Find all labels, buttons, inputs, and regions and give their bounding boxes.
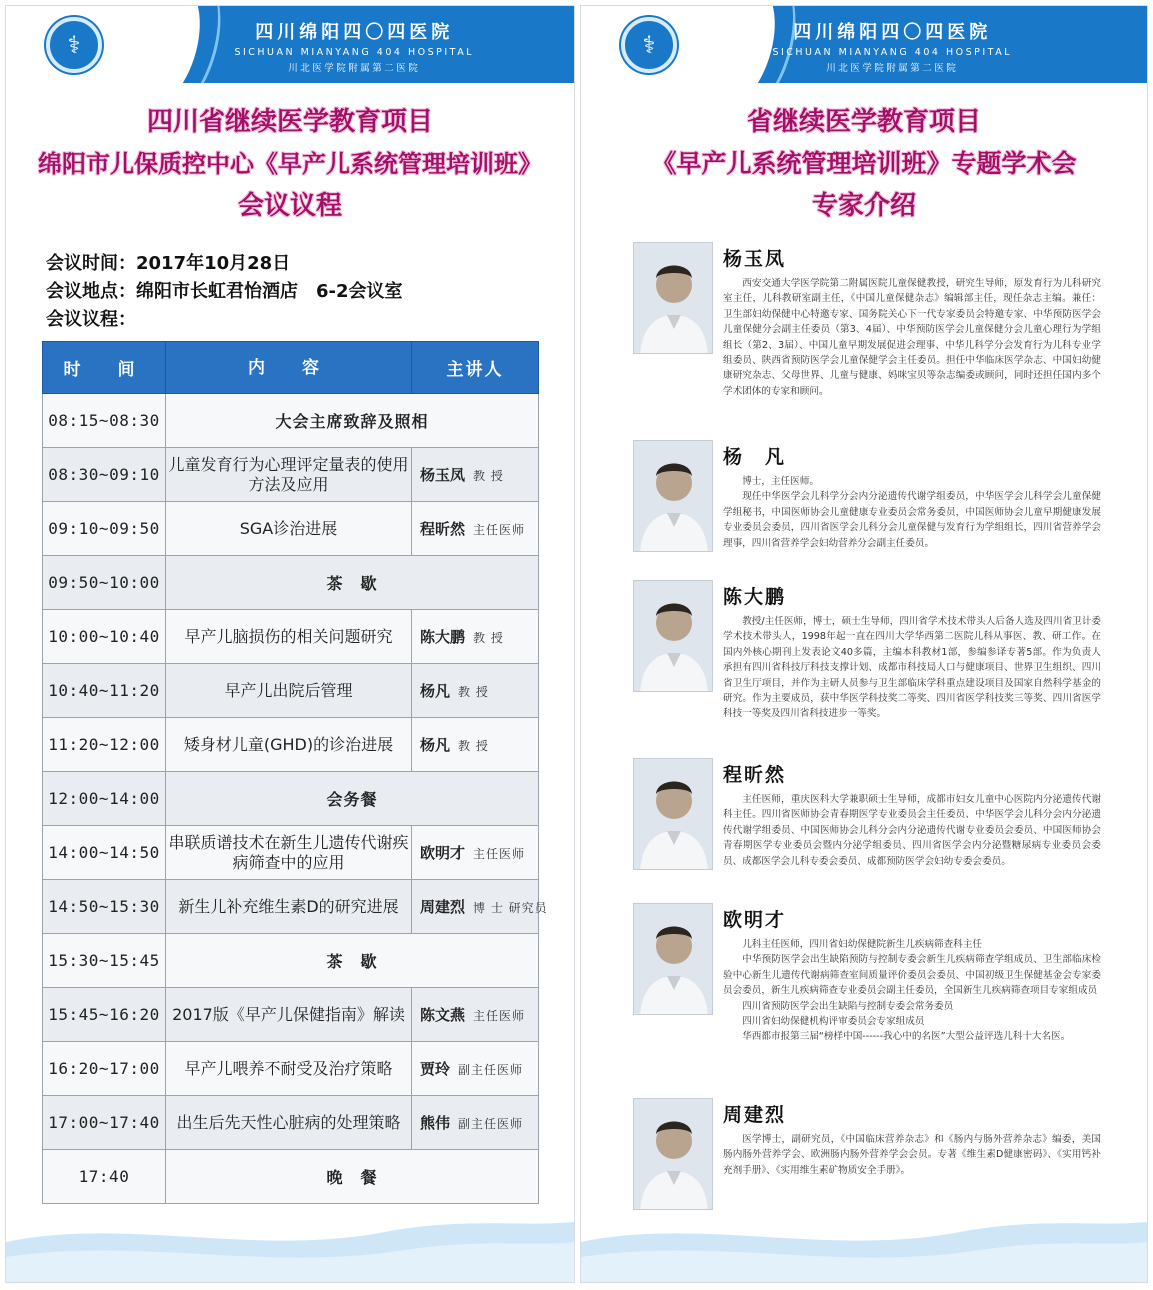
table-row: [43, 988, 539, 1042]
row-content: 早产儿出院后管理: [166, 664, 412, 718]
row-time: 14:50~15:30: [43, 880, 166, 934]
speaker-title: 博 士 研究员: [473, 901, 548, 915]
speaker-name: 程昕然: [420, 520, 466, 538]
expert-name: 周建烈: [723, 1104, 787, 1126]
table-row: [43, 826, 539, 880]
row-time: 15:30~15:45: [43, 934, 166, 988]
row-time: 14:00~14:50: [43, 826, 166, 880]
speaker-title: 教 授: [473, 631, 504, 645]
speaker-name: 周建烈: [420, 898, 466, 916]
bio-paragraph: 教授/主任医师，博士，硕士生导师，四川省学术技术带头人后备人选及四川省卫计委学术技术带头人，1998年起一直在四川大学华西第二医院儿科从事医、教、研工作。在国内外核心期刊上发表论文40多篇，主编本科教材1部，参编参译专著5部。作为负责人承担有四川省科技厅科技支撑计划、成都市科技局人口与健康项目、世界卫生组织、四川省卫生厅项目，并作为主研人员参与卫生部临床学科重点建设项目及国家自然科学基金的研究。作为主要成员，获中华医学科技奖二等奖、四川省医学科技奖三等奖、四川省医学科技一等奖及四川省科技进步一等奖。: [723, 616, 1101, 720]
table-header-row: [43, 342, 539, 394]
row-time: 15:45~16:20: [43, 988, 166, 1042]
row-break: 茶 歇: [166, 934, 539, 988]
table-row: [43, 718, 539, 772]
row-time: 11:20~12:00: [43, 718, 166, 772]
row-break: 大会主席致辞及照相: [166, 394, 539, 448]
hospital-name: [772, 18, 1012, 74]
table-row: [43, 1150, 539, 1204]
expert-photo: [633, 903, 713, 1015]
portrait-icon: [634, 759, 713, 870]
speaker-name: 杨凡: [420, 736, 451, 754]
hospital-banner: [6, 6, 574, 83]
row-speaker: [412, 988, 539, 1042]
row-speaker: [412, 502, 539, 556]
title-line: 《早产儿系统管理培训班》专题学术会: [651, 149, 1077, 178]
table-row: [43, 610, 539, 664]
row-time: 08:15~08:30: [43, 394, 166, 448]
row-time: 17:00~17:40: [43, 1096, 166, 1150]
row-break: 茶 歇: [166, 556, 539, 610]
title-line: 会议议程: [237, 191, 342, 221]
row-content: 矮身材儿童(GHD)的诊治进展: [166, 718, 412, 772]
decorative-wave: [581, 1212, 1147, 1282]
speaker-name: 陈文燕: [420, 1006, 466, 1024]
expert-bio: [723, 1132, 1101, 1178]
hospital-name: [234, 18, 474, 74]
row-break: 晚 餐: [166, 1150, 539, 1204]
meeting-time: 会议时间：2017年10月28日: [46, 253, 291, 274]
bio-paragraph: 中华预防医学会出生缺陷预防与控制专委会新生儿疾病筛查学组成员、卫生部临床检验中心新生儿遗传代谢病筛查室间质量评价委员会委员、中国初级卫生保健基金会专家委员会委员，新生儿疾病筛查专业委员会副主任委员，全国新生儿疾病筛查项目专家组成员: [723, 954, 1101, 997]
expert-photo: [633, 580, 713, 692]
bio-paragraph: 现任中华医学会儿科学分会内分泌遗传代谢学组委员，中华医学会儿科学会儿童保健学组秘书，中国医师协会儿童健康专业委员会常务委员，中国医师协会儿童早期健康发展专业委员会委员，四川省医学会儿科分会儿童保健与发育行为学组组长，四川省营养学会理事，四川省营养学会妇幼营养分会副主任委员。: [723, 491, 1101, 549]
speaker-name: 熊伟: [420, 1114, 451, 1132]
expert-bio: [723, 614, 1101, 722]
expert-bio: [723, 276, 1101, 399]
speaker-name: 贾玲: [420, 1060, 451, 1078]
caduceus-logo-icon: ⚕: [621, 17, 677, 73]
row-speaker: [412, 664, 539, 718]
row-time: 10:40~11:20: [43, 664, 166, 718]
speaker-title: 教 授: [458, 739, 489, 753]
speaker-title: 副主任医师: [458, 1063, 524, 1077]
row-speaker: [412, 1096, 539, 1150]
table-row: [43, 664, 539, 718]
hospital-affiliation: 川北医学院附属第二医院: [826, 63, 959, 74]
title-line: 绵阳市儿保质控中心《早产儿系统管理培训班》: [38, 150, 542, 178]
bio-paragraph: 四川省预防医学会出生缺陷与控制专委会常务委员: [742, 1000, 954, 1012]
row-time: 12:00~14:00: [43, 772, 166, 826]
expert-name: 杨 凡: [723, 446, 787, 468]
speaker-name: 欧明才: [420, 844, 466, 862]
meeting-place: 会议地点：绵阳市长虹君怡酒店 6-2会议室: [46, 281, 403, 302]
hospital-name-cn: 四川绵阳四〇四医院: [255, 22, 454, 43]
caduceus-logo-icon: ⚕: [46, 17, 102, 73]
agenda-title: [6, 101, 574, 227]
row-speaker: [412, 880, 548, 934]
expert-bio: [723, 937, 1101, 1045]
expert-name: 杨玉凤: [723, 248, 787, 270]
header-speaker: 主讲人: [412, 342, 539, 394]
speaker-name: 杨玉凤: [420, 466, 466, 484]
table-row: [43, 1042, 539, 1096]
bio-paragraph: 四川省妇幼保健机构评审委员会专家组成员: [742, 1016, 925, 1028]
decorative-wave: [6, 1212, 574, 1282]
table-row: [43, 880, 539, 934]
speaker-name: 陈大鹏: [420, 628, 466, 646]
title-line: 四川省继续医学教育项目: [146, 107, 433, 137]
row-time: 09:50~10:00: [43, 556, 166, 610]
table-row: [43, 502, 539, 556]
row-speaker: [412, 826, 539, 880]
table-row: [43, 772, 539, 826]
speaker-title: 主任医师: [473, 847, 526, 861]
row-time: 09:10~09:50: [43, 502, 166, 556]
row-break: 会务餐: [166, 772, 539, 826]
row-content: 2017版《早产儿保健指南》解读: [166, 988, 412, 1042]
speaker-title: 教 授: [458, 685, 489, 699]
agenda-table: [42, 341, 548, 1204]
title-line: 省继续医学教育项目: [746, 107, 981, 137]
portrait-icon: [634, 1099, 713, 1210]
expert-name: 欧明才: [723, 909, 787, 931]
row-content: 早产儿喂养不耐受及治疗策略: [166, 1042, 412, 1096]
experts-poster: [580, 5, 1148, 1283]
hospital-name-cn: 四川绵阳四〇四医院: [793, 22, 992, 43]
row-content: SGA诊治进展: [166, 502, 412, 556]
table-row: [43, 1096, 539, 1150]
table-row: [43, 556, 539, 610]
table-row: [43, 934, 539, 988]
hospital-name-en: SICHUAN MIANYANG 404 HOSPITAL: [234, 47, 474, 58]
expert-photo: [633, 440, 713, 552]
portrait-icon: [634, 441, 713, 552]
portrait-icon: [634, 243, 713, 354]
expert-bio: [723, 792, 1101, 869]
expert-name: 程昕然: [723, 764, 787, 786]
hospital-banner: [581, 6, 1147, 83]
row-content: 儿童发育行为心理评定量表的使用方法及应用: [166, 448, 412, 502]
meeting-info: [46, 250, 403, 334]
table-row: [43, 394, 539, 448]
speaker-name: 杨凡: [420, 682, 451, 700]
expert-photo: [633, 1098, 713, 1210]
row-speaker: [412, 718, 539, 772]
portrait-icon: [634, 904, 713, 1015]
row-content: 串联质谱技术在新生儿遗传代谢疾病筛查中的应用: [166, 826, 412, 880]
row-speaker: [412, 448, 539, 502]
bio-paragraph: 西安交通大学医学院第二附属医院儿童保健教授，研究生导师，原发育行为儿科研究室主任，儿科教研室副主任，《中国儿童保健杂志》编辑部主任，现任杂志主编。兼任：卫生部妇幼保健中心特邀专家、国务院关心下一代专家委员会特邀专家、中华预防医学会儿童保健分会副主任委员（第3、4届）、中华预防医学会儿童保健分会儿童心理行为学组组长（第2、3届）、中国儿童早期发展促进会理事、中华儿科学分会发育行为儿科专业学组委员、陕西省预防医学会儿童保健学会主任委员。担任中华临床医学杂志、中国妇幼健康研究杂志、父母世界、儿童与健康、妈咪宝贝等杂志编委或顾问，同时还担任国内多个学术团体的专家和顾问。: [723, 278, 1101, 397]
header-time: 时 间: [43, 342, 166, 394]
title-line: 专家介绍: [811, 191, 916, 221]
row-content: 出生后先天性心脏病的处理策略: [166, 1096, 412, 1150]
speaker-title: 教 授: [473, 469, 504, 483]
bio-paragraph: 儿科主任医师，四川省妇幼保健院新生儿疾病筛查科主任: [742, 939, 983, 950]
speaker-title: 主任医师: [473, 1009, 526, 1023]
bio-paragraph: 华西都市报第三届“榜样中国------我心中的名医”大型公益评选儿科十大名医。: [742, 1031, 1071, 1043]
expert-photo: [633, 758, 713, 870]
bio-paragraph: 博士，主任医师。: [742, 476, 819, 487]
speaker-title: 副主任医师: [458, 1117, 524, 1131]
meeting-agenda-label: 会议议程：: [46, 309, 136, 330]
expert-bio: [723, 474, 1101, 551]
portrait-icon: [634, 581, 713, 692]
table-row: [43, 448, 539, 502]
row-time: 16:20~17:00: [43, 1042, 166, 1096]
row-speaker: [412, 1042, 539, 1096]
bio-paragraph: 医学博士，副研究员，《中国临床营养杂志》和《肠内与肠外营养杂志》编委，美国肠内肠外营养学会、欧洲肠内肠外营养学会会员。专著《维生素D健康密码》、《实用钙补充剂手册》、《实用维生素矿物质安全手册》。: [723, 1134, 1101, 1176]
experts-title: [581, 101, 1147, 227]
expert-photo: [633, 242, 713, 354]
bio-paragraph: 主任医师，重庆医科大学兼职硕士生导师，成都市妇女儿童中心医院内分泌遗传代谢科主任。四川省医师协会青春期医学专业委员会主任委员、中华医学会儿科分会内分泌遗传代谢学组委员、中国医师协会儿科分会内分泌遗传代谢专业委员会委员、中国医师协会青春期医学专业委员会暨内分泌学组委员、四川省医学会内分泌暨糖尿病专业委员会委员、成都医学会儿科专委会委员、成都预防医学会妇幼专委会委员。: [723, 794, 1101, 867]
row-content: 新生儿补充维生素D的研究进展: [166, 880, 412, 934]
hospital-name-en: SICHUAN MIANYANG 404 HOSPITAL: [772, 47, 1012, 58]
row-time: 17:40: [43, 1150, 166, 1204]
header-content: 内 容: [166, 342, 412, 394]
row-time: 08:30~09:10: [43, 448, 166, 502]
row-content: 早产儿脑损伤的相关问题研究: [166, 610, 412, 664]
expert-name: 陈大鹏: [723, 586, 787, 608]
row-time: 10:00~10:40: [43, 610, 166, 664]
row-speaker: [412, 610, 539, 664]
agenda-poster: [5, 5, 575, 1283]
speaker-title: 主任医师: [473, 523, 526, 537]
hospital-affiliation: 川北医学院附属第二医院: [288, 63, 421, 74]
